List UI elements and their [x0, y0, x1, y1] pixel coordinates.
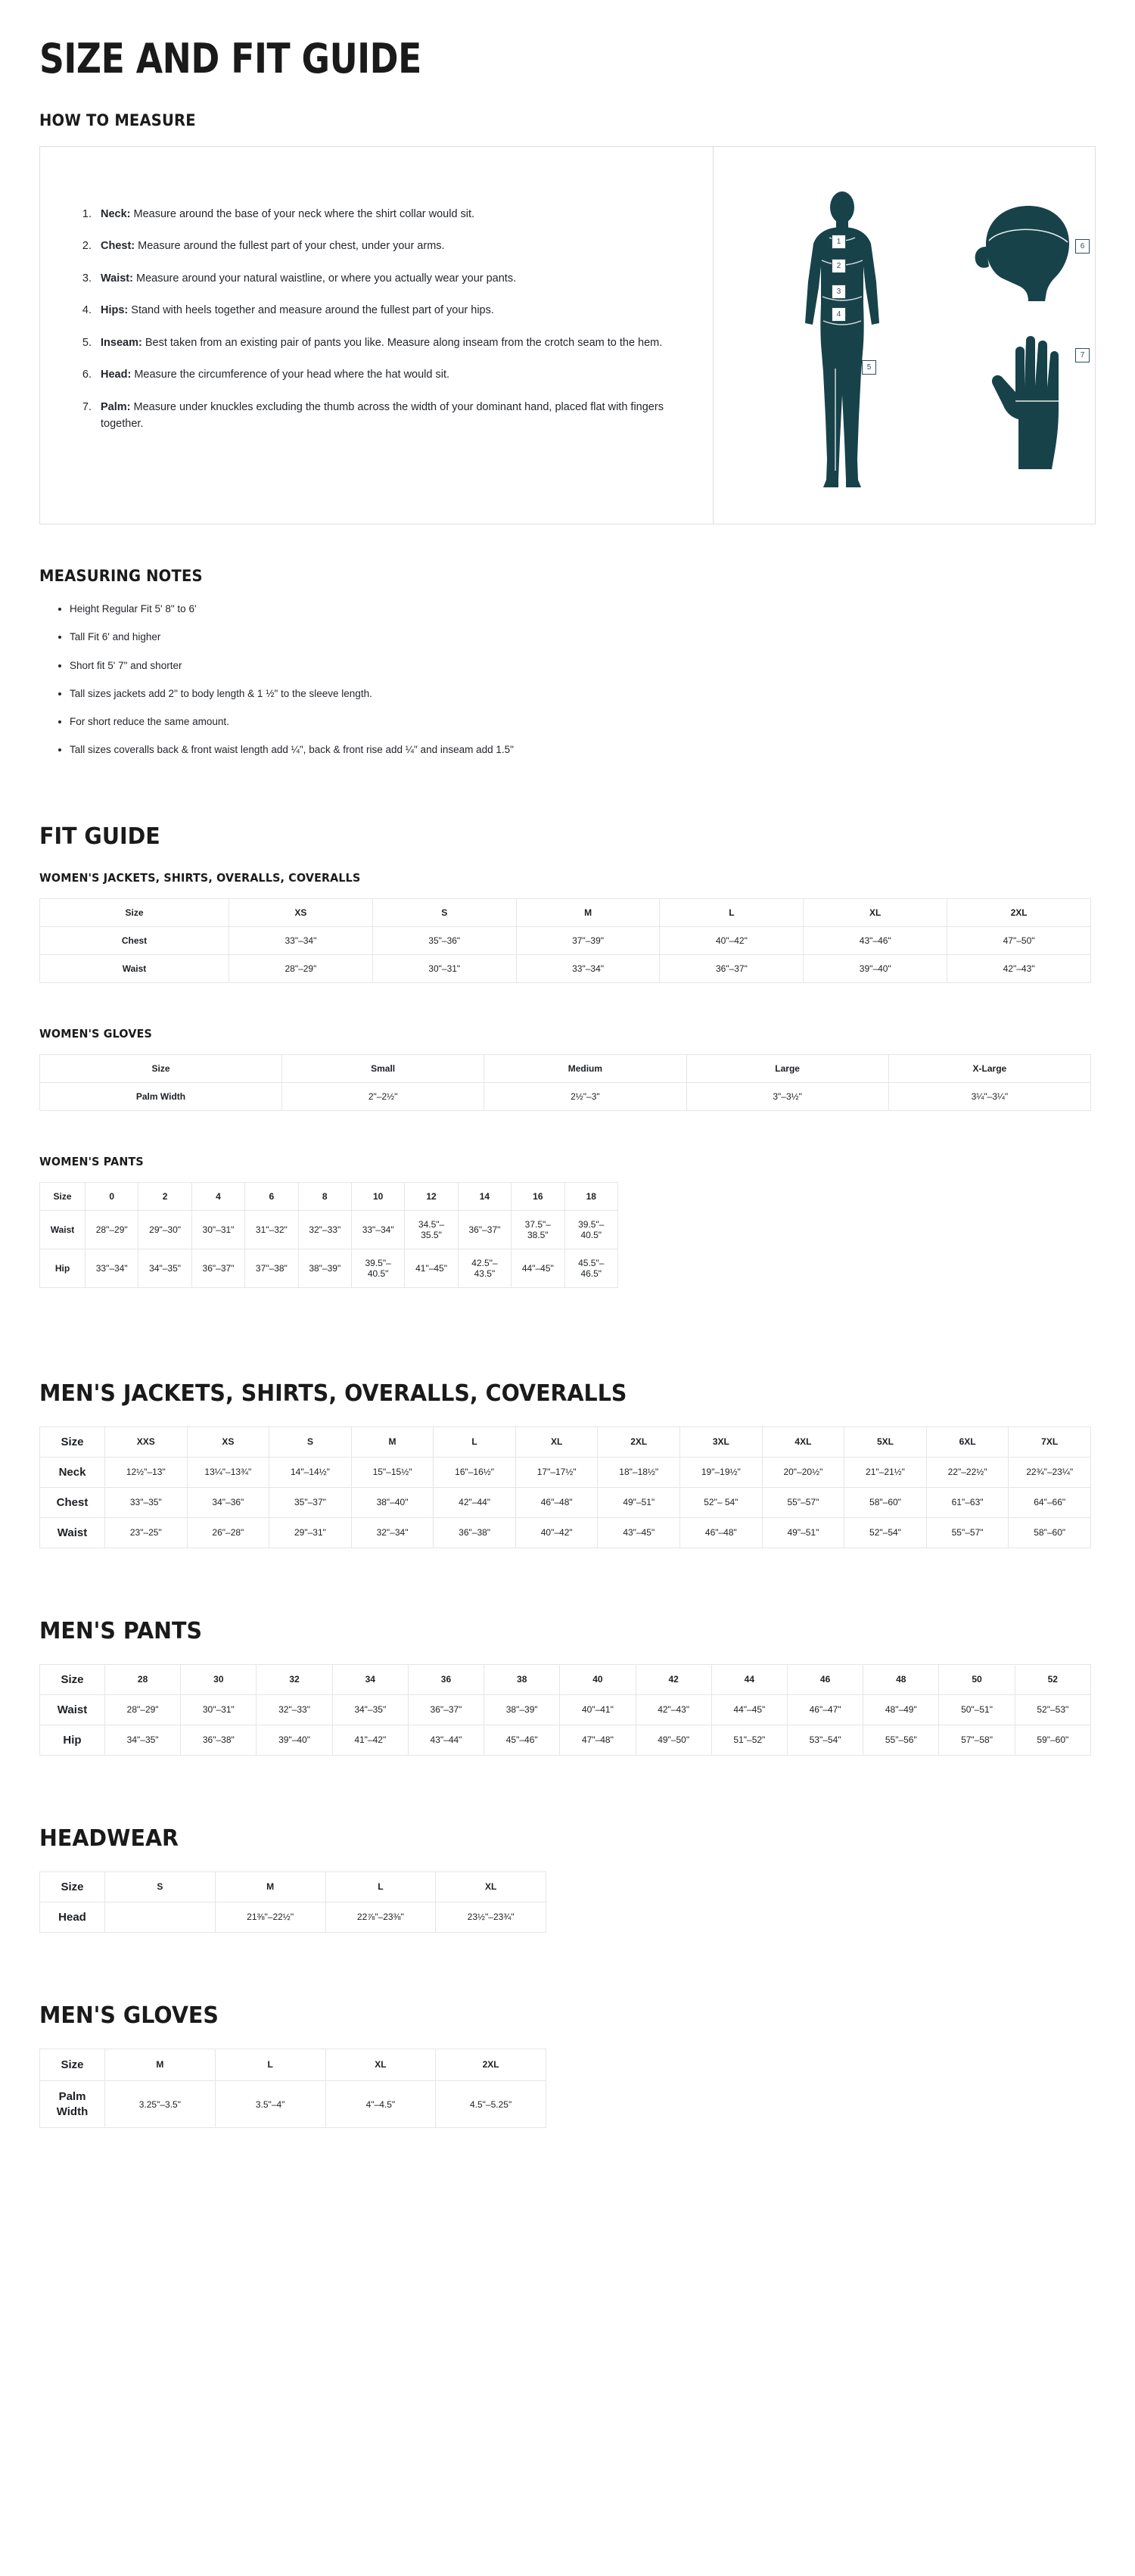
table-cell: 39.5"–40.5"	[564, 1210, 617, 1249]
column-header: Size	[40, 1182, 86, 1210]
table-cell: 41"–42"	[332, 1725, 408, 1755]
row-header: Head	[40, 1902, 105, 1932]
table-row	[40, 926, 1091, 954]
table-cell: 53"–54"	[787, 1725, 863, 1755]
column-header: 10	[351, 1182, 404, 1210]
table-cell: 4"–4.5"	[325, 2081, 436, 2128]
column-header: 5XL	[844, 1426, 927, 1457]
column-header: Size	[40, 1871, 105, 1902]
table-cell: 43"–45"	[598, 1517, 680, 1548]
measurement-diagram	[714, 147, 1095, 524]
table-cell: 37"–39"	[516, 926, 660, 954]
fit-guide-heading: FIT GUIDE	[39, 823, 160, 850]
column-header: XL	[325, 2049, 436, 2081]
table-cell: 42.5"–43.5"	[458, 1249, 511, 1287]
column-header: 16	[512, 1182, 564, 1210]
table-header-row	[40, 1664, 1091, 1694]
column-header: XL	[436, 1871, 546, 1902]
womens-gloves-table	[39, 1054, 1091, 1111]
womens-pants-table	[39, 1182, 618, 1288]
womens-pants-heading: WOMEN'S PANTS	[39, 1154, 144, 1168]
table-cell: 30"–31"	[191, 1210, 244, 1249]
mens-tops-table	[39, 1426, 1091, 1548]
table-cell: 29"–30"	[138, 1210, 191, 1249]
table-cell: 15"–15½"	[351, 1457, 434, 1487]
table-row	[40, 1517, 1091, 1548]
headwear-heading: HEADWEAR	[39, 1825, 179, 1852]
table-cell: 64"–66"	[1009, 1487, 1091, 1517]
row-header: Palm Width	[40, 1082, 282, 1110]
column-header: 3XL	[680, 1426, 763, 1457]
table-cell: 37"–38"	[245, 1249, 298, 1287]
table-cell: 34"–35"	[105, 1725, 181, 1755]
measure-step-term: Hips:	[101, 304, 129, 317]
column-header: Medium	[484, 1054, 686, 1082]
column-header: 4	[191, 1182, 244, 1210]
column-header: Large	[686, 1054, 888, 1082]
table-cell: 26"–28"	[187, 1517, 269, 1548]
table-cell: 34"–35"	[138, 1249, 191, 1287]
table-cell: 51"–52"	[711, 1725, 787, 1755]
diagram-badge-5: 5	[862, 360, 876, 375]
row-header: Waist	[40, 1517, 105, 1548]
table-cell: 12½"–13"	[105, 1457, 188, 1487]
womens-tops-heading: WOMEN'S JACKETS, SHIRTS, OVERALLS, COVERALLS	[39, 870, 361, 885]
table-cell: 38"–39"	[484, 1694, 560, 1725]
table-cell: 46"–48"	[680, 1517, 763, 1548]
table-cell: 28"–29"	[229, 954, 373, 982]
note-item: • Short fit 5' 7" and shorter	[70, 658, 1096, 674]
table-cell: 30"–31"	[372, 954, 516, 982]
note-item: • Tall sizes jackets add 2" to body length & 1 ½" to the sleeve length.	[70, 686, 1096, 702]
diagram-badge-6: 6	[1075, 239, 1090, 254]
column-header: 7XL	[1009, 1426, 1091, 1457]
column-header: 0	[86, 1182, 138, 1210]
table-cell: 34"–36"	[187, 1487, 269, 1517]
table-cell	[105, 1902, 216, 1932]
row-header: Hip	[40, 1725, 105, 1755]
mens-tops-heading: MEN'S JACKETS, SHIRTS, OVERALLS, COVERALLS	[39, 1380, 627, 1407]
diagram-badge-3: 3	[832, 285, 846, 299]
column-header: 44	[711, 1664, 787, 1694]
row-header: Chest	[40, 926, 229, 954]
table-row	[40, 1487, 1091, 1517]
table-cell: 23½"–23¾"	[436, 1902, 546, 1932]
column-header: 32	[257, 1664, 332, 1694]
headwear-table	[39, 1871, 546, 1933]
column-header: XL	[804, 898, 947, 926]
table-cell: 58"–60"	[844, 1487, 927, 1517]
column-header: XS	[229, 898, 373, 926]
column-header: Size	[40, 2049, 105, 2081]
column-header: 4XL	[762, 1426, 844, 1457]
table-cell: 2"–2½"	[282, 1082, 484, 1110]
table-cell: 30"–31"	[181, 1694, 257, 1725]
table-cell: 58"–60"	[1009, 1517, 1091, 1548]
table-cell: 3.25"–3.5"	[105, 2081, 216, 2128]
column-header: XS	[187, 1426, 269, 1457]
table-cell: 16"–16½"	[434, 1457, 516, 1487]
column-header: 8	[298, 1182, 351, 1210]
table-cell: 32"–33"	[298, 1210, 351, 1249]
column-header: 2	[138, 1182, 191, 1210]
table-cell: 36"–37"	[660, 954, 804, 982]
measure-step-text: Measure under knuckles excluding the thumb across the width of your dominant hand, placed flat with fingers together.	[101, 400, 664, 431]
table-cell: 46"–48"	[515, 1487, 598, 1517]
measure-step	[95, 366, 683, 383]
column-header: 38	[484, 1664, 560, 1694]
table-cell: 42"–44"	[434, 1487, 516, 1517]
table-cell: 35"–37"	[269, 1487, 352, 1517]
table-cell: 37.5"–38.5"	[512, 1210, 564, 1249]
table-cell: 46"–47"	[787, 1694, 863, 1725]
table-cell: 32"–33"	[257, 1694, 332, 1725]
how-to-measure-heading: HOW TO MEASURE	[39, 111, 196, 129]
page-title: SIZE AND FIT GUIDE	[39, 35, 421, 82]
table-cell: 3¼"–3¼"	[888, 1082, 1090, 1110]
table-cell: 41"–45"	[405, 1249, 458, 1287]
table-cell: 49"–51"	[598, 1487, 680, 1517]
diagram-badge-1: 1	[832, 235, 846, 249]
table-cell: 22¾"–23¼"	[1009, 1457, 1091, 1487]
table-header-row	[40, 898, 1091, 926]
measuring-notes-block	[39, 567, 1096, 758]
table-cell: 49"–50"	[636, 1725, 711, 1755]
table-cell: 18"–18½"	[598, 1457, 680, 1487]
table-row	[40, 1210, 618, 1249]
table-cell: 38"–40"	[351, 1487, 434, 1517]
row-header: Chest	[40, 1487, 105, 1517]
column-header: XL	[515, 1426, 598, 1457]
table-cell: 36"–38"	[181, 1725, 257, 1755]
column-header: 30	[181, 1664, 257, 1694]
table-cell: 44"–45"	[512, 1249, 564, 1287]
column-header: 2XL	[436, 2049, 546, 2081]
table-row	[40, 1457, 1091, 1487]
measure-step-text: Stand with heels together and measure around the fullest part of your hips.	[131, 304, 494, 317]
table-cell: 31"–32"	[245, 1210, 298, 1249]
table-cell: 45.5"–46.5"	[564, 1249, 617, 1287]
table-row	[40, 1725, 1091, 1755]
column-header: L	[325, 1871, 436, 1902]
how-to-measure-panel	[39, 146, 1096, 524]
head-profile-icon	[956, 200, 1084, 313]
table-cell: 39"–40"	[804, 954, 947, 982]
mens-pants-table	[39, 1664, 1091, 1756]
column-header: M	[215, 1871, 325, 1902]
column-header: M	[516, 898, 660, 926]
row-header: Palm Width	[40, 2081, 105, 2128]
column-header: 40	[560, 1664, 636, 1694]
mens-gloves-table	[39, 2049, 546, 2129]
measure-step-text: Measure around your natural waistline, or where you actually wear your pants.	[136, 272, 517, 285]
table-cell: 38"–39"	[298, 1249, 351, 1287]
column-header: S	[269, 1426, 352, 1457]
column-header: 42	[636, 1664, 711, 1694]
table-cell: 47"–48"	[560, 1725, 636, 1755]
table-cell: 55"–57"	[762, 1487, 844, 1517]
measure-step	[95, 399, 683, 433]
table-cell: 14"–14½"	[269, 1457, 352, 1487]
column-header: 36	[408, 1664, 484, 1694]
table-cell: 40"–42"	[660, 926, 804, 954]
mens-gloves-heading: MEN'S GLOVES	[39, 2002, 219, 2029]
table-cell: 40"–42"	[515, 1517, 598, 1548]
table-cell: 33"–34"	[86, 1249, 138, 1287]
column-header: L	[434, 1426, 516, 1457]
table-cell: 22"–22½"	[926, 1457, 1009, 1487]
table-cell: 47"–50"	[947, 926, 1091, 954]
table-row	[40, 1249, 618, 1287]
measure-step-text: Measure around the fullest part of your chest, under your arms.	[138, 240, 445, 253]
note-item: • For short reduce the same amount.	[70, 714, 1096, 730]
measure-step-text: Measure the circumference of your head where the hat would sit.	[134, 369, 450, 381]
table-cell: 55"–57"	[926, 1517, 1009, 1548]
table-cell: 4.5"–5.25"	[436, 2081, 546, 2128]
table-cell: 36"–37"	[191, 1249, 244, 1287]
note-item: • Tall Fit 6' and higher	[70, 630, 1096, 645]
table-cell: 21"–21½"	[844, 1457, 927, 1487]
column-header: 48	[863, 1664, 939, 1694]
measure-step	[95, 270, 683, 287]
row-header: Neck	[40, 1457, 105, 1487]
table-row	[40, 1082, 1091, 1110]
column-header: 50	[939, 1664, 1015, 1694]
table-header-row	[40, 1426, 1091, 1457]
table-cell: 3.5"–4"	[215, 2081, 325, 2128]
measure-step-text: Measure around the base of your neck where the shirt collar would sit.	[133, 208, 475, 220]
measure-step-term: Neck:	[101, 208, 131, 220]
mens-pants-heading: MEN'S PANTS	[39, 1617, 203, 1644]
column-header: XXS	[105, 1426, 188, 1457]
table-cell: 36"–37"	[408, 1694, 484, 1725]
table-cell: 52"–53"	[1015, 1694, 1090, 1725]
table-header-row	[40, 1182, 618, 1210]
measure-step-term: Head:	[101, 369, 132, 381]
womens-gloves-heading: WOMEN'S GLOVES	[39, 1026, 152, 1041]
measure-step	[95, 302, 683, 319]
table-cell: 61"–63"	[926, 1487, 1009, 1517]
table-row	[40, 1902, 546, 1932]
table-cell: 29"–31"	[269, 1517, 352, 1548]
table-cell: 33"–35"	[105, 1487, 188, 1517]
table-cell: 49"–51"	[762, 1517, 844, 1548]
table-row	[40, 954, 1091, 982]
row-header: Waist	[40, 1694, 105, 1725]
table-cell: 21⅜"–22½"	[215, 1902, 325, 1932]
table-cell: 17"–17½"	[515, 1457, 598, 1487]
diagram-badge-4: 4	[832, 307, 846, 322]
table-cell: 13¼"–13¾"	[187, 1457, 269, 1487]
table-cell: 39"–40"	[257, 1725, 332, 1755]
womens-tops-table	[39, 898, 1091, 983]
column-header: Small	[282, 1054, 484, 1082]
column-header: 2XL	[598, 1426, 680, 1457]
column-header: X-Large	[888, 1054, 1090, 1082]
column-header: 52	[1015, 1664, 1090, 1694]
column-header: M	[105, 2049, 216, 2081]
measure-step	[95, 334, 683, 351]
column-header: 2XL	[947, 898, 1091, 926]
table-cell: 43"–46"	[804, 926, 947, 954]
table-cell: 50"–51"	[939, 1694, 1015, 1725]
hand-figure-icon	[982, 328, 1081, 472]
table-cell: 52"– 54"	[680, 1487, 763, 1517]
table-cell: 33"–34"	[229, 926, 373, 954]
table-cell: 28"–29"	[86, 1210, 138, 1249]
column-header: Size	[40, 1426, 105, 1457]
column-header: 46	[787, 1664, 863, 1694]
column-header: Size	[40, 898, 229, 926]
table-cell: 22⅞"–23⅜"	[325, 1902, 436, 1932]
table-cell: 40"–41"	[560, 1694, 636, 1725]
table-cell: 59"–60"	[1015, 1725, 1090, 1755]
table-cell: 55"–56"	[863, 1725, 939, 1755]
table-cell: 28"–29"	[105, 1694, 181, 1725]
measure-step-text: Best taken from an existing pair of pants you like. Measure along inseam from the crotch seam to the hem.	[145, 336, 663, 349]
column-header: L	[660, 898, 804, 926]
table-cell: 19"–19½"	[680, 1457, 763, 1487]
measure-step-term: Waist:	[101, 272, 133, 285]
measure-step	[95, 238, 683, 254]
column-header: 28	[105, 1664, 181, 1694]
measuring-notes-heading: MEASURING NOTES	[39, 567, 203, 585]
row-header: Waist	[40, 954, 229, 982]
table-header-row	[40, 1054, 1091, 1082]
table-cell: 52"–54"	[844, 1517, 927, 1548]
column-header: S	[372, 898, 516, 926]
table-cell: 48"–49"	[863, 1694, 939, 1725]
table-cell: 36"–37"	[458, 1210, 511, 1249]
table-header-row	[40, 1871, 546, 1902]
table-cell: 39.5"–40.5"	[351, 1249, 404, 1287]
measure-step-term: Chest:	[101, 240, 135, 253]
table-cell: 36"–38"	[434, 1517, 516, 1548]
column-header: M	[351, 1426, 434, 1457]
table-cell: 33"–34"	[351, 1210, 404, 1249]
column-header: 14	[458, 1182, 511, 1210]
column-header: S	[105, 1871, 216, 1902]
table-cell: 32"–34"	[351, 1517, 434, 1548]
table-row	[40, 1694, 1091, 1725]
table-cell: 45"–46"	[484, 1725, 560, 1755]
table-cell: 44"–45"	[711, 1694, 787, 1725]
table-cell: 42"–43"	[636, 1694, 711, 1725]
table-cell: 20"–20½"	[762, 1457, 844, 1487]
table-cell: 34"–35"	[332, 1694, 408, 1725]
table-header-row	[40, 2049, 546, 2081]
table-cell: 57"–58"	[939, 1725, 1015, 1755]
note-item: • Height Regular Fit 5' 8" to 6'	[70, 602, 1096, 617]
column-header: 6	[245, 1182, 298, 1210]
diagram-badge-2: 2	[832, 259, 846, 273]
table-cell: 3"–3½"	[686, 1082, 888, 1110]
column-header: Size	[40, 1054, 282, 1082]
column-header: 6XL	[926, 1426, 1009, 1457]
column-header: 18	[564, 1182, 617, 1210]
column-header: Size	[40, 1664, 105, 1694]
table-cell: 23"–25"	[105, 1517, 188, 1548]
row-header: Waist	[40, 1210, 86, 1249]
table-row	[40, 2081, 546, 2128]
column-header: 12	[405, 1182, 458, 1210]
table-cell: 33"–34"	[516, 954, 660, 982]
table-cell: 43"–44"	[408, 1725, 484, 1755]
table-cell: 35"–36"	[372, 926, 516, 954]
diagram-badge-7: 7	[1075, 348, 1090, 362]
table-cell: 34.5"–35.5"	[405, 1210, 458, 1249]
how-to-measure-steps	[40, 147, 714, 524]
measure-step-term: Inseam:	[101, 336, 142, 349]
measure-step-term: Palm:	[101, 400, 131, 413]
note-item: • Tall sizes coveralls back & front waist length add ¼", back & front rise add ¼" and inseam add 1.5"	[70, 742, 1096, 758]
measure-step	[95, 206, 683, 222]
column-header: L	[215, 2049, 325, 2081]
column-header: 34	[332, 1664, 408, 1694]
table-cell: 2½"–3"	[484, 1082, 686, 1110]
row-header: Hip	[40, 1249, 86, 1287]
table-cell: 42"–43"	[947, 954, 1091, 982]
